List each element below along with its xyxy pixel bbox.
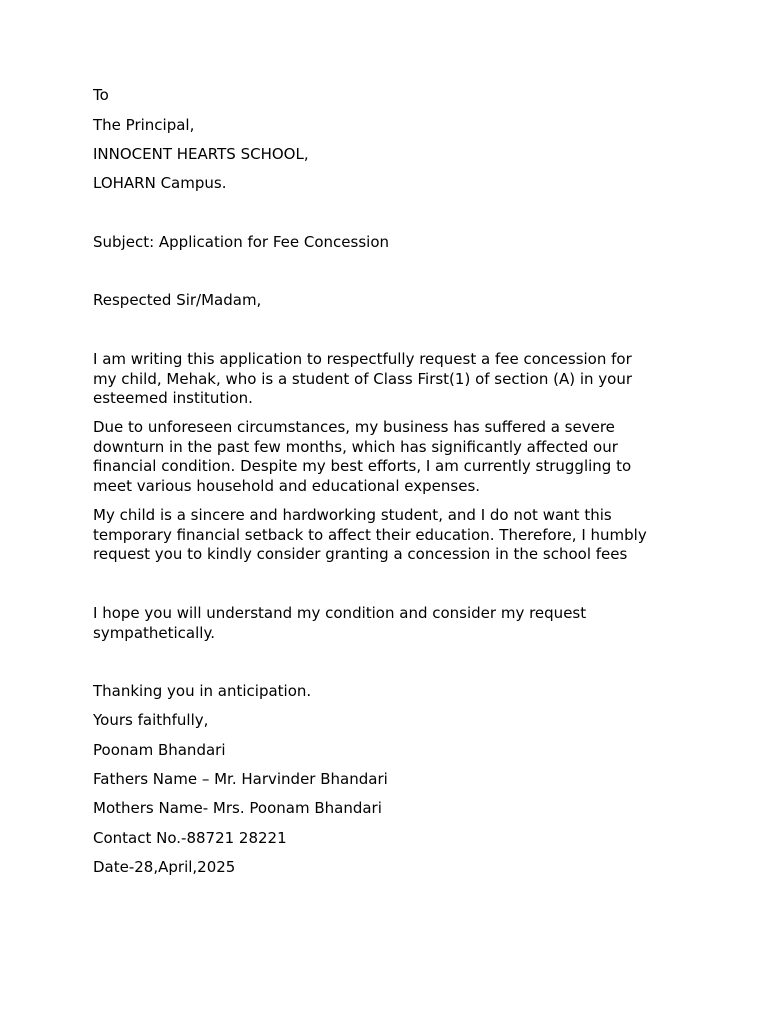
school-name: INNOCENT HEARTS SCHOOL, [93,145,309,163]
campus-line: LOHARN Campus. [93,174,227,192]
paragraph-circumstances: Due to unforeseen circumstances, my business has suffered a severe downturn in the past few months, which has significantly affected our financial condition. Despite my best efforts, I am currently struggling to meet various household and educational expenses. [93,418,632,495]
mother-name: Mothers Name- Mrs. Poonam Bhandari [93,799,382,817]
closing-line: Yours faithfully, [93,711,209,729]
paragraph-hope: I hope you will understand my condition and consider my request sympathetically. [93,604,587,642]
contact-line: Contact No.-88721 28221 [93,829,287,847]
recipient-title: The Principal, [93,116,195,134]
date-line: Date-28,April,2025 [93,858,236,876]
to-line: To [93,86,109,104]
paragraph-request: I am writing this application to respectfully request a fee concession for my child, Mehak, who is a student of Class First(1) of section (A) in your esteemed institution. [93,350,632,407]
subject-line: Subject: Application for Fee Concession [93,233,390,251]
salutation: Respected Sir/Madam, [93,291,262,309]
father-name: Fathers Name – Mr. Harvinder Bhandari [93,770,388,788]
paragraph-student: My child is a sincere and hardworking student, and I do not want this temporary financial setback to affect their education. Therefore, I humbly request you to kindly consider granting a concession in the school fees [93,506,647,563]
sender-name: Poonam Bhandari [93,741,226,759]
thanks-line: Thanking you in anticipation. [93,682,312,700]
